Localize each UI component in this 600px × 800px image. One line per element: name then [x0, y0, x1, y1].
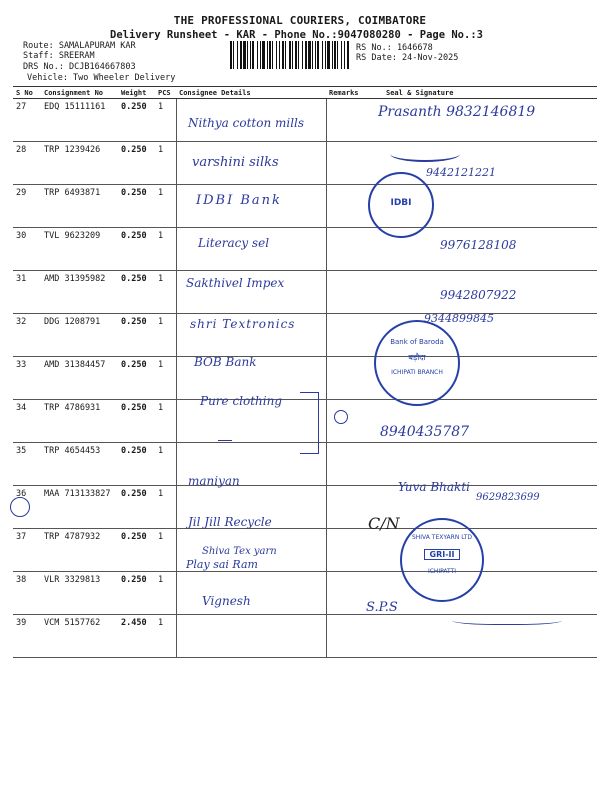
row-pcs: 1: [155, 572, 176, 615]
barcode-bar: [289, 41, 291, 69]
handwritten-consignee: BOB Bank: [194, 355, 257, 369]
barcode-bar: [312, 41, 313, 69]
row-remarks: [326, 142, 366, 185]
row-weight: 0.250: [118, 314, 155, 357]
row-consignee: [176, 572, 326, 615]
barcode-bar: [317, 41, 319, 69]
row-consignment: TRP 4654453: [41, 443, 118, 486]
row-sno: 36: [13, 486, 41, 529]
barcode-bar: [305, 41, 307, 69]
runsheet-table: [13, 86, 597, 658]
table-row: [13, 572, 597, 615]
barcode-bar: [237, 41, 238, 69]
row-consignee: [176, 615, 326, 658]
handwritten-signature: 9344899845: [424, 312, 494, 325]
row-pcs: 1: [155, 271, 176, 314]
row-pcs: 1: [155, 99, 176, 142]
row-consignment: TRP 1239426: [41, 142, 118, 185]
signature-scribble: [390, 146, 460, 162]
row-pcs: 1: [155, 185, 176, 228]
row-pcs: 1: [155, 142, 176, 185]
table-row: [13, 529, 597, 572]
row-sno: 28: [13, 142, 41, 185]
barcode-graphic: [230, 41, 350, 69]
handwritten-circle: [334, 410, 348, 424]
row-weight: 0.250: [118, 185, 155, 228]
handwritten-signature: 9942807922: [440, 288, 517, 302]
col-sno: S No: [13, 87, 41, 99]
handwritten-signature: Yuva Bhakti: [398, 480, 470, 494]
row-sno: 30: [13, 228, 41, 271]
handwritten-consignee: Nithya cotton mills: [188, 116, 305, 130]
row-pcs: 1: [155, 486, 176, 529]
row-consignment: VLR 3329813: [41, 572, 118, 615]
barcode-bar: [302, 41, 303, 69]
row-pcs: 1: [155, 529, 176, 572]
row-consignment: EDQ 15111161: [41, 99, 118, 142]
stamp-text: बड़ौदा: [408, 353, 426, 362]
row-sno: 35: [13, 443, 41, 486]
barcode-bar: [260, 41, 261, 69]
barcode-bar: [247, 41, 248, 69]
barcode-bar: [315, 41, 316, 69]
row-pcs: 1: [155, 615, 176, 658]
handwritten-consignee: Sakthivel Impex: [186, 276, 285, 290]
barcode-bar: [322, 41, 323, 69]
row-sno: 31: [13, 271, 41, 314]
stamp-text: ICHIPATI BRANCH: [391, 369, 443, 376]
bank-of-baroda-stamp: [374, 320, 460, 406]
row-remarks: [326, 443, 366, 486]
row-pcs: 1: [155, 357, 176, 400]
row-consignment: MAA 713133827: [41, 486, 118, 529]
row-weight: 0.250: [118, 228, 155, 271]
route-label: Route: SAMALAPURAM KAR: [23, 41, 136, 51]
row-pcs: 1: [155, 443, 176, 486]
vehicle-label: Vehicle: Two Wheeler Delivery: [27, 73, 176, 83]
row-remarks: [326, 615, 366, 658]
handwritten-consignee: maniyan: [188, 474, 240, 488]
handwritten-dash: [218, 440, 232, 441]
stamp-text: Bank of Baroda: [390, 338, 444, 346]
table-row: [13, 314, 597, 357]
row-weight: 0.250: [118, 99, 155, 142]
row-sno: 32: [13, 314, 41, 357]
stamp-text: IDBI: [390, 198, 412, 208]
handwritten-bracket: [300, 392, 319, 454]
barcode-bar: [347, 41, 349, 69]
col-consignment: Consignment No: [41, 87, 118, 99]
shiva-texyarn-stamp: [400, 518, 484, 602]
row-weight: 0.250: [118, 486, 155, 529]
barcode-bar: [295, 41, 297, 69]
barcode-bar: [341, 41, 342, 69]
handwritten-consignee: varshini silks: [192, 155, 279, 170]
barcode-bar: [325, 41, 326, 69]
rs-date: RS Date: 24-Nov-2025: [356, 53, 459, 63]
handwritten-signature: 9629823699: [476, 492, 540, 503]
barcode-bar: [233, 41, 234, 69]
barcode-bar: [262, 41, 265, 69]
handwritten-consignee: Jil Jill Recycle: [188, 515, 272, 529]
row-sno: 29: [13, 185, 41, 228]
signature-scribble: [452, 614, 562, 625]
barcode-bar: [327, 41, 330, 69]
barcode-bar: [243, 41, 246, 69]
handwritten-consignee: Vignesh: [202, 594, 251, 608]
barcode-bar: [308, 41, 311, 69]
barcode-bar: [298, 41, 299, 69]
company-title: THE PROFESSIONAL COURIERS, COIMBATORE: [173, 14, 427, 27]
row-consignment: AMD 31384457: [41, 357, 118, 400]
row-weight: 0.250: [118, 271, 155, 314]
row-weight: 2.450: [118, 615, 155, 658]
barcode-bar: [250, 41, 251, 69]
handwritten-signature: 9442121221: [426, 166, 496, 179]
runsheet-title: Delivery Runsheet - KAR - Phone No.:9047080280 - Page No.:3: [110, 29, 483, 41]
barcode-bar: [282, 41, 284, 69]
row-remarks: [326, 228, 366, 271]
staff-label: Staff: SREERAM: [23, 51, 95, 61]
row-consignment: TRP 4787932: [41, 529, 118, 572]
row-remarks: [326, 185, 366, 228]
row-remarks: [326, 529, 366, 572]
barcode-bar: [285, 41, 286, 69]
handwritten-consignee: Play sai Ram: [186, 558, 258, 571]
row-sno: 39: [13, 615, 41, 658]
row-consignment: AMD 31395982: [41, 271, 118, 314]
row-sno: 37: [13, 529, 41, 572]
row-weight: 0.250: [118, 529, 155, 572]
handwritten-consignee: Shiva Tex yarn: [202, 546, 277, 557]
barcode-bar: [230, 41, 232, 69]
col-remarks: Remarks: [326, 87, 366, 99]
col-pcs: PCS: [155, 87, 176, 99]
barcode-bar: [279, 41, 280, 69]
table-header-row: [13, 87, 597, 99]
drs-label: DRS No.: DCJB164667803: [23, 62, 136, 72]
row-seal: [366, 572, 597, 615]
table-row: [13, 185, 597, 228]
barcode-bar: [292, 41, 293, 69]
row-remarks: [326, 572, 366, 615]
handwritten-consignee: Pure clothing: [200, 394, 283, 408]
row-pcs: 1: [155, 228, 176, 271]
idbi-bank-stamp: [368, 172, 434, 238]
row-weight: 0.250: [118, 572, 155, 615]
col-seal: Seal & Signature: [366, 87, 597, 99]
barcode-bar: [344, 41, 345, 69]
row-sno: 27: [13, 99, 41, 142]
col-consignee: Consignee Details: [176, 87, 326, 99]
barcode-bar: [257, 41, 258, 69]
row-consignment: TVL 9623209: [41, 228, 118, 271]
handwritten-signature: S.P.S: [366, 600, 398, 615]
row-pcs: 1: [155, 314, 176, 357]
row-pcs: 1: [155, 400, 176, 443]
row-sno: 33: [13, 357, 41, 400]
row-remarks: [326, 486, 366, 529]
row-consignment: DDG 1208791: [41, 314, 118, 357]
barcode-bar: [332, 41, 333, 69]
handwritten-consignee: shri Textronics: [190, 317, 296, 331]
handwritten-signature: 8940435787: [380, 424, 470, 440]
row-weight: 0.250: [118, 357, 155, 400]
barcode-bar: [240, 41, 242, 69]
col-weight: Weight: [118, 87, 155, 99]
rs-number: RS No.: 1646678: [356, 43, 433, 53]
stamp-text: ICHIPATTI: [427, 568, 457, 575]
barcode-bar: [337, 41, 338, 69]
row-consignment: TRP 6493871: [41, 185, 118, 228]
barcode-bar: [272, 41, 273, 69]
handwritten-signature: Prasanth 9832146819: [378, 104, 536, 120]
row-remarks: [326, 314, 366, 357]
table-row: [13, 142, 597, 185]
barcode-bar: [269, 41, 271, 69]
stamp-text: GRI-II: [424, 549, 460, 560]
row-remarks: [326, 357, 366, 400]
row-remarks: [326, 271, 366, 314]
barcode: [230, 41, 350, 69]
stamp-text: SHIVA TEXYARN LTD: [411, 534, 473, 541]
row-consignment: VCM 5157762: [41, 615, 118, 658]
row-weight: 0.250: [118, 142, 155, 185]
handwritten-signature: C/N: [368, 514, 400, 533]
handwritten-consignee: Literacy sel: [198, 236, 270, 250]
barcode-bar: [334, 41, 336, 69]
circle-mark: [10, 497, 30, 517]
row-sno: 34: [13, 400, 41, 443]
barcode-bar: [276, 41, 277, 69]
row-consignment: TRP 4786931: [41, 400, 118, 443]
barcode-bar: [252, 41, 254, 69]
row-sno: 38: [13, 572, 41, 615]
barcode-bar: [267, 41, 268, 69]
row-weight: 0.250: [118, 400, 155, 443]
row-remarks: [326, 99, 366, 142]
row-weight: 0.250: [118, 443, 155, 486]
handwritten-signature: 9976128108: [440, 238, 517, 252]
handwritten-consignee: IDBI Bank: [196, 193, 282, 208]
